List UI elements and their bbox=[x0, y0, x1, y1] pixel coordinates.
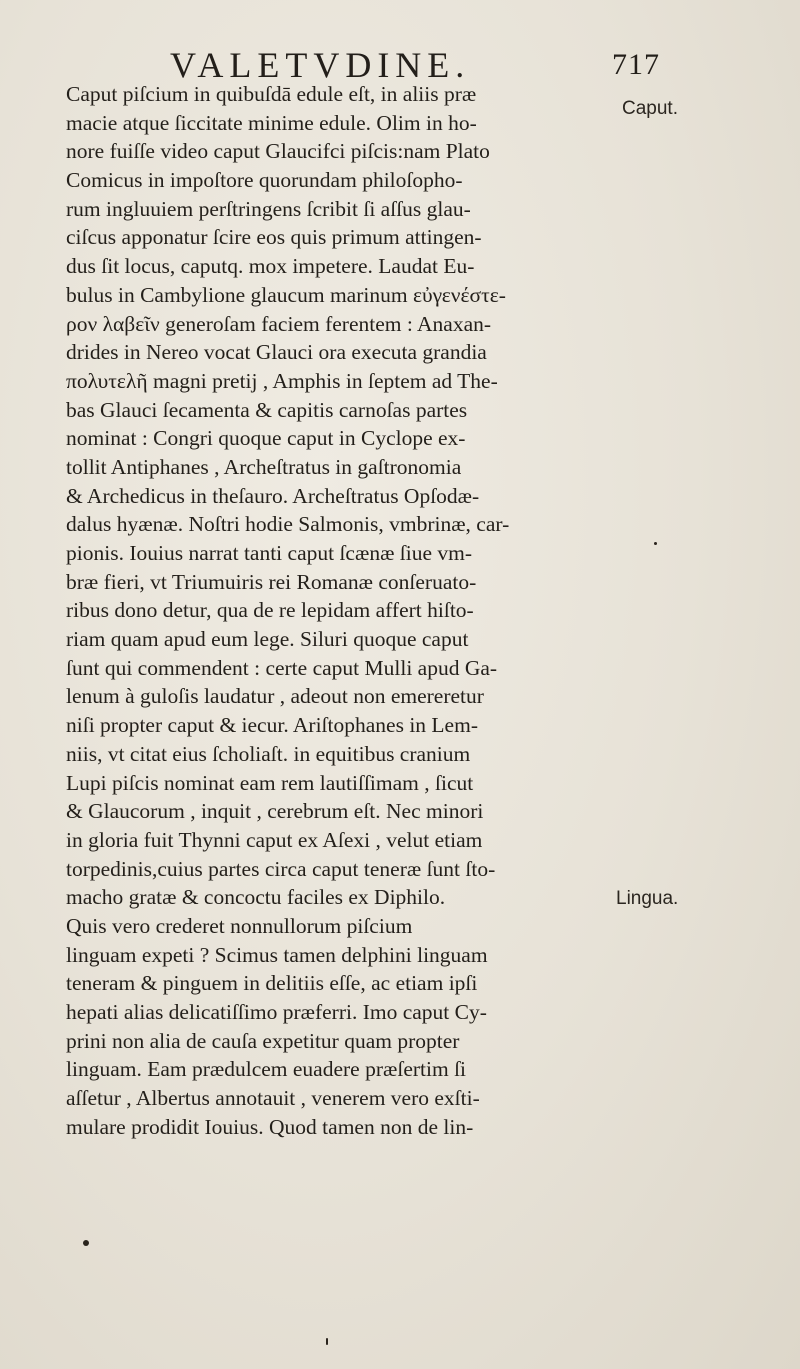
text-line: Comicus in impoſtore quorundam philoſopho- bbox=[66, 168, 463, 193]
text-line: aſſetur , Albertus annotauit , venerem vero exſti- bbox=[66, 1086, 480, 1111]
text-line: in gloria fuit Thynni caput ex Aſexi , velut etiam bbox=[66, 827, 483, 852]
ink-speck bbox=[326, 1338, 328, 1345]
text-line: mulare prodidit Iouius. Quod tamen non de lin- bbox=[66, 1114, 474, 1139]
text-line: bas Glauci ſecamenta & capitis carnoſas partes bbox=[66, 397, 468, 422]
text-line: Lupi piſcis nominat eam rem lautiſſimam , ſicut bbox=[66, 770, 474, 795]
text-line: ſunt qui commendent : certe caput Mulli apud Ga- bbox=[66, 655, 498, 680]
text-line: macho gratæ & concoctu faciles ex Diphilo. bbox=[66, 885, 446, 910]
text-line: linguam expeti ? Scimus tamen delphini linguam bbox=[66, 942, 488, 967]
text-line: & Archedicus in theſauro. Archeſtratus Opſodæ- bbox=[66, 483, 480, 508]
text-line: ρον λαβεῖν generoſam faciem ferentem : Anaxan- bbox=[66, 311, 492, 336]
text-line: macie atque ſiccitate minime edule. Olim in ho- bbox=[66, 110, 477, 135]
text-line: niis, vt citat eius ſcholiaſt. in equitibus cranium bbox=[66, 741, 471, 766]
running-title: VALETVDINE. bbox=[170, 45, 471, 85]
text-line: riam quam apud eum lege. Siluri quoque caput bbox=[66, 627, 469, 652]
text-line: bulus in Cambylione glaucum marinum εὐγενέστε- bbox=[66, 282, 506, 307]
text-line: πολυτελῆ magni pretij , Amphis in ſeptem ad The- bbox=[66, 368, 498, 393]
text-line: dalus hyænæ. Noſtri hodie Salmonis, vmbrinæ, car- bbox=[66, 512, 510, 537]
text-line: niſi propter caput & iecur. Ariſtophanes in Lem- bbox=[66, 713, 478, 738]
text-line: hepati alias delicatiſſimo præferri. Imo caput Cy- bbox=[66, 1000, 487, 1024]
text-line: ciſcus apponatur ſcire eos quis primum attingen- bbox=[66, 225, 482, 250]
page-number: 717 bbox=[612, 48, 660, 81]
text-line: Quis vero crederet nonnullorum piſcium bbox=[66, 913, 413, 938]
text-line: pionis. Iouius narrat tanti caput ſcænæ ſiue vm- bbox=[66, 541, 473, 565]
margin-note-caput: Caput. bbox=[622, 98, 678, 119]
ink-speck bbox=[654, 542, 657, 545]
text-line: lenum à guloſis laudatur , adeout non emereretur bbox=[66, 684, 484, 709]
text-line: tollit Antiphanes , Archeſtratus in gaſtronomia bbox=[66, 454, 462, 479]
text-line: dus ſit locus, caputq. mox impetere. Laudat Eu- bbox=[66, 254, 475, 279]
text-line: nominat : Congri quoque caput in Cyclope ex- bbox=[66, 426, 466, 451]
text-line: prini non alia de cauſa expetitur quam propter bbox=[66, 1028, 460, 1053]
text-line: & Glaucorum , inquit , cerebrum eſt. Nec minori bbox=[66, 799, 484, 824]
body-text bbox=[66, 80, 614, 1141]
text-line: linguam. Eam prædulcem euadere præſertim ſi bbox=[66, 1057, 467, 1082]
text-line: Caput piſcium in quibuſdā edule eſt, in aliis præ bbox=[66, 82, 477, 106]
margin-note-lingua: Lingua. bbox=[616, 888, 679, 909]
text-line: bræ fieri, vt Triumuiris rei Romanæ conſeruato- bbox=[66, 569, 477, 594]
text-line: teneram & pinguem in delitiis eſſe, ac etiam ipſi bbox=[66, 971, 478, 996]
text-line: drides in Nereo vocat Glauci ora executa grandia bbox=[66, 340, 487, 365]
text-line: ribus dono detur, qua de re lepidam affert hiſto- bbox=[66, 598, 474, 623]
text-line: torpedinis,cuius partes circa caput teneræ ſunt ſto- bbox=[66, 856, 496, 881]
text-line: rum ingluuiem perſtringens ſcribit ſi aſſus glau- bbox=[66, 196, 471, 221]
text-line: nore fuiſſe video caput Glaucifci piſcis:nam Plato bbox=[66, 139, 490, 164]
ink-speck bbox=[83, 1240, 89, 1246]
